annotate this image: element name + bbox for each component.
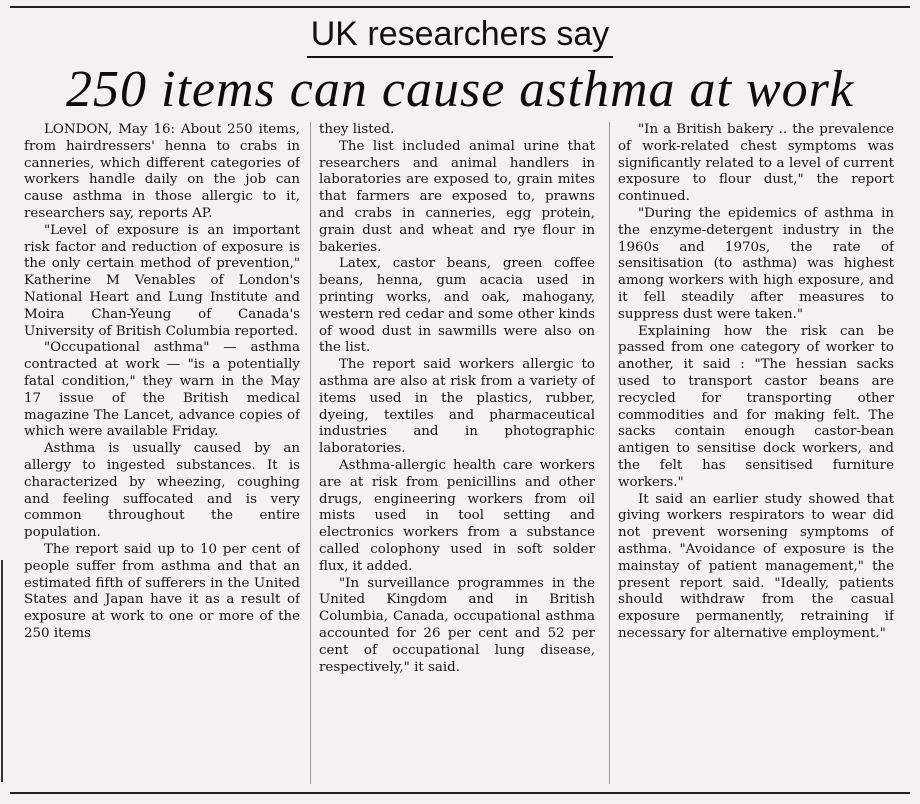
headline: 250 items can cause asthma at work — [66, 61, 854, 118]
paragraph: "During the epidemics of asthma in the enzyme-detergent industry in the 1960s and 1970s, the rate of sensitisation (to asthma) was highest among workers with high exposure, and it fell steadily after measures to suppress dust were taken." — [618, 205, 894, 322]
paragraph: It said an earlier study showed that giving workers respirators to wear did not prevent worsening symptoms of asthma. "Avoidance of exposure is the mainstay of patient management," the present report said. "Ideally, patients should withdraw from the casual exposure permanently, retraining if necessary for alternative employment." — [618, 491, 894, 641]
paragraph: "In surveillance programmes in the United Kingdom and in British Columbia, Canada, occupational asthma accounted for 26 per cent and 52 per cent of occupational lung disease, respectively," it said. — [319, 575, 595, 675]
paragraph: Asthma-allergic health care workers are at risk from penicillins and other drugs, engineering workers from oil mists used in tool setting and electronics workers from a substance called colophony used in soft solder flux, it added. — [319, 457, 595, 574]
column-divider — [310, 122, 311, 784]
paragraph-continued: they listed. — [319, 122, 395, 137]
paragraph: The report said up to 10 per cent of people suffer from asthma and that an estimated fifth of sufferers in the United States and Japan have it as a result of exposure at work to one or more of the 250 items — [24, 541, 300, 641]
kicker — [0, 14, 920, 58]
paragraph: The report said workers allergic to asthma are also at risk from a variety of items used in the plastics, rubber, dyeing, textiles and pharmaceutical industries and in photographic laboratories. — [319, 357, 595, 457]
article-column-3 — [618, 122, 894, 782]
kicker-text: UK researchers say — [307, 14, 614, 58]
article-column-1 — [24, 122, 300, 782]
paragraph: "In a British bakery .. the prevalence of work-related chest symptoms was significantly related to a level of current exposure to flour dust," the report continued. — [618, 122, 894, 205]
article-column-2 — [319, 122, 595, 782]
paragraph: "Level of exposure is an important risk factor and reduction of exposure is the only certain method of prevention," Katherine M Venables of London's National Heart and Lung Institute and Moira Chan-Yeung of Canada's University of British Columbia reported. — [24, 222, 300, 339]
paragraph: Asthma is usually caused by an allergy to ingested substances. It is characterized by wheezing, coughing and feeling suffocated and is very common throughout the entire population. — [24, 441, 300, 541]
paragraph: Explaining how the risk can be passed from one category of worker to another, it said : "The hessian sacks used to transport castor beans are recycled for transporting other commodities and for making felt. The sacks contain enough castor-bean antigen to sensitise dock workers, and the felt has sensitised furniture workers." — [618, 323, 894, 490]
paragraph: The list included animal urine that researchers and animal handlers in laboratories are exposed to, grain mites that farmers are exposed to, prawns and crabs in canneries, egg protein, grain dust and wheat and rye flour in bakeries. — [319, 138, 595, 255]
top-rule — [10, 6, 910, 8]
bottom-rule — [10, 792, 910, 794]
paragraph: "Occupational asthma" — asthma contracted at work — "is a potentially fatal condition," they warn in the May 17 issue of the British medical magazine The Lancet, advance copies of which were available Friday. — [24, 340, 300, 440]
column-divider — [609, 122, 610, 784]
paragraph: LONDON, May 16: About 250 items, from hairdressers' henna to crabs in canneries, which different categories of workers handle daily on the job can cause asthma in those allergic to it, researchers say, reports AP. — [24, 122, 300, 221]
clipping-edge — [1, 560, 3, 782]
paragraph: Latex, castor beans, green coffee beans, henna, gum acacia used in printing works, and oak, mahogany, western red cedar and some other kinds of wood dust in sawmills were also on the list. — [319, 256, 595, 356]
